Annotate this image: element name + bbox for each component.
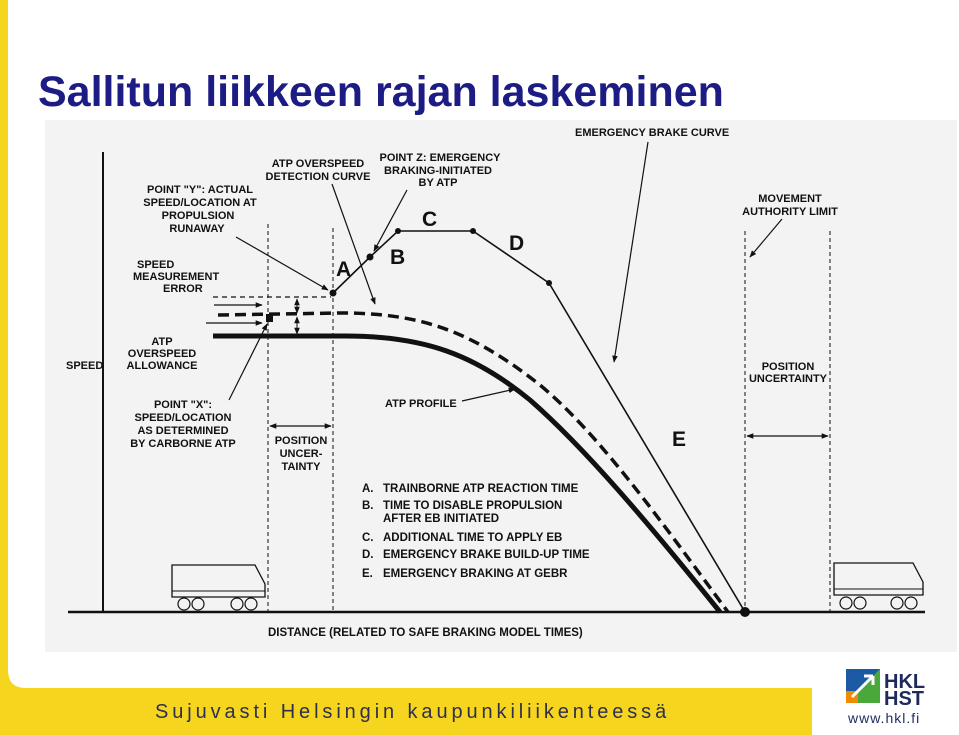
segment-label-d: D xyxy=(509,232,525,255)
segment-label-c: C xyxy=(422,208,438,231)
curve-point xyxy=(470,228,476,234)
point-x-label: AS DETERMINED xyxy=(137,425,229,437)
movement-authority-limit-label: AUTHORITY LIMIT xyxy=(742,206,838,218)
position-uncertainty-right-label: UNCERTAINTY xyxy=(748,373,828,385)
point-z-label: POINT Z: EMERGENCY xyxy=(379,152,501,164)
point-z-label: BRAKING-INITIATED xyxy=(384,165,492,177)
position-uncertainty-left-label: UNCER- xyxy=(279,448,323,460)
speed-measurement-error-label: ERROR xyxy=(163,283,203,295)
point-y-label: POINT "Y": ACTUAL xyxy=(147,184,253,196)
hkl-logo xyxy=(846,669,925,726)
atp-overspeed-detection-label: DETECTION CURVE xyxy=(265,171,371,183)
point-y-label: PROPULSION xyxy=(161,210,235,222)
point-y-marker xyxy=(330,290,337,297)
speed-measurement-error-label: MEASUREMENT xyxy=(133,271,220,283)
movement-authority-limit-label: MOVEMENT xyxy=(758,193,822,205)
x-axis-label: DISTANCE (RELATED TO SAFE BRAKING MODEL TIMES) xyxy=(268,627,583,639)
curve-point xyxy=(546,280,552,286)
atp-overspeed-detection-label: ATP OVERSPEED xyxy=(271,158,365,170)
logo-url: www.hkl.fi xyxy=(848,710,921,726)
legend-text: ADDITIONAL TIME TO APPLY EB xyxy=(383,532,563,544)
point-y-label: SPEED/LOCATION AT xyxy=(143,197,257,209)
legend-key: D. xyxy=(362,549,374,561)
legend-key: E. xyxy=(362,568,373,580)
atp-profile-label: ATP PROFILE xyxy=(385,398,457,410)
position-uncertainty-left-label: TAINTY xyxy=(281,461,321,473)
point-z-marker xyxy=(367,254,374,261)
legend-text: TIME TO DISABLE PROPULSION xyxy=(383,500,563,512)
point-x-label: POINT "X": xyxy=(153,399,213,411)
curve-point xyxy=(395,228,401,234)
footer-slogan: Sujuvasti Helsingin kaupunkiliikenteessä xyxy=(155,701,671,723)
hkl-logo-icon xyxy=(846,669,880,703)
point-z-label: BY ATP xyxy=(418,177,458,189)
legend-text: EMERGENCY BRAKE BUILD-UP TIME xyxy=(383,549,590,561)
point-x-marker xyxy=(266,314,273,322)
legend-key: B. xyxy=(362,500,374,512)
point-x-label: BY CARBORNE ATP xyxy=(130,438,236,450)
segment-label-b: B xyxy=(390,246,406,269)
logo-text-hst: HST xyxy=(884,688,924,710)
point-y-label: RUNAWAY xyxy=(169,223,225,235)
legend-text: TRAINBORNE ATP REACTION TIME xyxy=(383,483,579,495)
slide-title: Sallitun liikkeen rajan laskeminen xyxy=(38,68,724,116)
segment-label-a: A xyxy=(336,258,352,281)
y-axis-label: SPEED xyxy=(66,360,104,372)
atp-overspeed-allowance-label: OVERSPEED xyxy=(127,348,197,360)
curve-end-point xyxy=(740,607,750,617)
atp-overspeed-allowance-label: ALLOWANCE xyxy=(126,360,198,372)
legend-key: A. xyxy=(362,483,374,495)
position-uncertainty-left-label: POSITION xyxy=(274,435,328,447)
segment-label-e: E xyxy=(672,428,687,451)
legend-text: EMERGENCY BRAKING AT GEBR xyxy=(383,568,568,580)
logo-text-hkl: HKL xyxy=(884,671,926,693)
position-uncertainty-right-label: POSITION xyxy=(761,361,815,373)
legend-text: AFTER EB INITIATED xyxy=(383,513,500,525)
point-x-label: SPEED/LOCATION xyxy=(134,412,232,424)
legend-key: C. xyxy=(362,532,374,544)
emergency-brake-curve-label: EMERGENCY BRAKE CURVE xyxy=(575,127,730,139)
atp-overspeed-allowance-label: ATP xyxy=(151,336,173,348)
speed-measurement-error-label: SPEED xyxy=(137,259,175,271)
